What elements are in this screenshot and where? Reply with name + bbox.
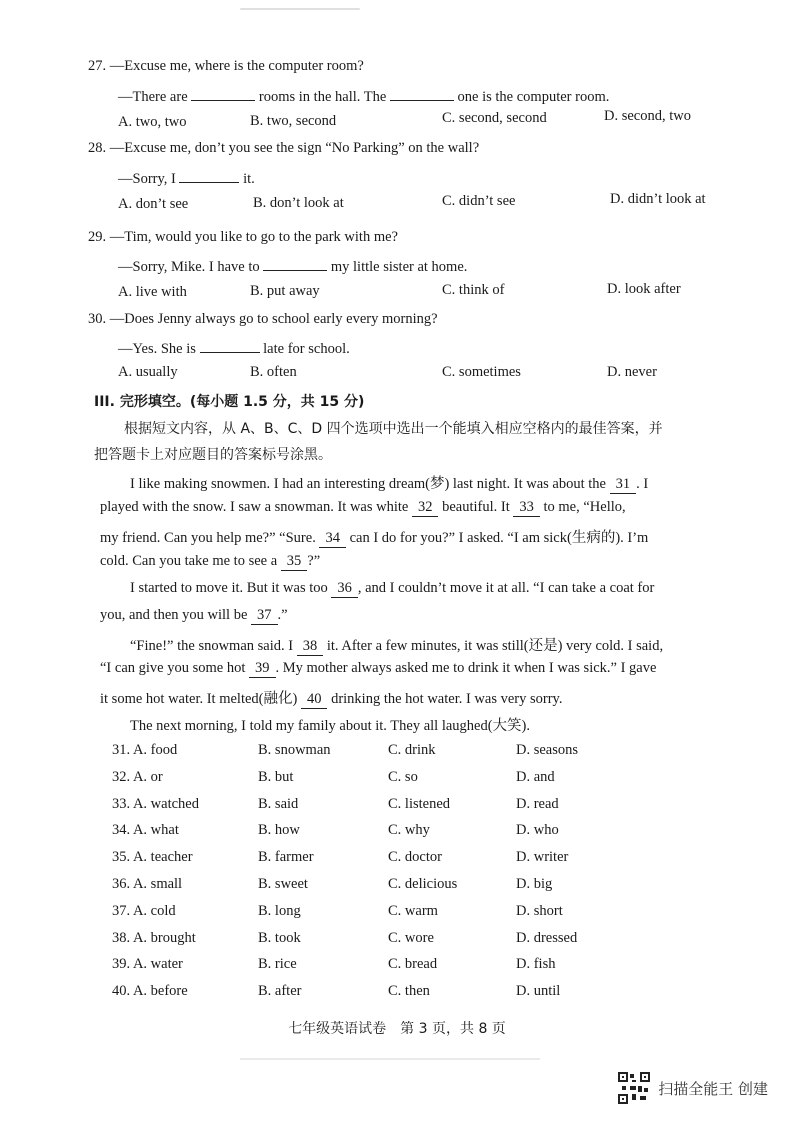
passage-line-10: The next morning, I told my family about it. They all laughed(大笑).	[130, 718, 531, 734]
scan-artifact-top	[240, 8, 360, 10]
q29-line2: —Sorry, Mike. I have to my little sister at home.	[118, 256, 467, 276]
answer-q34-option-b: B. how	[258, 822, 300, 839]
blank-37: 37	[251, 607, 278, 625]
scan-artifact-bottom	[240, 1058, 540, 1060]
qr-code-icon	[618, 1072, 650, 1104]
answer-q35-option-c: C. doctor	[388, 849, 442, 866]
q27-option-c: C. second, second	[442, 110, 547, 126]
answer-q39-option-a: 39. A. water	[112, 956, 183, 973]
blank-38: 38	[297, 638, 324, 656]
q30-option-a: A. usually	[118, 364, 178, 380]
answer-q35-option-a: 35. A. teacher	[112, 849, 193, 866]
answer-q37-option-a: 37. A. cold	[112, 902, 176, 919]
watermark-text: 扫描全能王 创建	[658, 1079, 768, 1098]
q27-line2: —There are rooms in the hall. The one is the computer room.	[118, 86, 609, 106]
passage-line-5: I started to move it. But it was too 36 , and I couldn’t move it at all. “I can take a coat for	[130, 580, 655, 596]
answer-q35-option-b: B. farmer	[258, 849, 314, 866]
blank-34: 34	[319, 530, 346, 548]
answer-q32-option-d: D. and	[516, 768, 555, 785]
answer-q34-option-c: C. why	[388, 822, 430, 839]
passage-line-3: my friend. Can you help me?” “Sure. 34 can I do for you?” I asked. “I am sick(生病的). I’m	[100, 530, 649, 546]
answer-q36-option-d: D. big	[516, 876, 553, 892]
q28-option-d: D. didn’t look at	[610, 191, 706, 207]
blank-35: 35	[281, 553, 308, 571]
answer-q34-option-a: 34. A. what	[112, 822, 179, 839]
answer-q37-option-b: B. long	[258, 902, 301, 919]
q27-option-d: D. second, two	[604, 108, 691, 124]
answer-q31-option-d: D. seasons	[516, 742, 579, 758]
q27-option-a: A. two, two	[118, 114, 187, 130]
blank-33: 33	[513, 499, 540, 517]
q28-line2: —Sorry, I it.	[118, 168, 255, 188]
blank-40: 40	[301, 691, 328, 709]
passage-line-2: played with the snow. I saw a snowman. It was white 32 beautiful. It 33 to me, “Hello,	[100, 499, 626, 515]
section-3-instructions-2: 把答题卡上对应题目的答案标号涂黑。	[94, 447, 332, 463]
answer-q33-option-b: B. said	[258, 795, 299, 812]
answer-q34-option-d: D. who	[516, 822, 559, 839]
q30-stem: 30. —Does Jenny always go to school early every morning?	[88, 311, 438, 327]
page-footer: 七年级英语试卷 第 3 页，共 8 页	[288, 1021, 506, 1037]
q28-option-b: B. don’t look at	[253, 195, 344, 211]
q28-option-a: A. don’t see	[118, 196, 189, 212]
answer-q31-option-c: C. drink	[388, 742, 436, 758]
answer-q40-option-c: C. then	[388, 983, 430, 1000]
answer-q31-option-b: B. snowman	[258, 742, 331, 758]
passage-line-8: “I can give you some hot 39 . My mother always asked me to drink it when I was sick.” I gave	[100, 660, 657, 676]
answer-q31-option-a: 31. A. food	[112, 742, 178, 758]
answer-q37-option-c: C. warm	[388, 902, 438, 919]
answer-q40-option-d: D. until	[516, 983, 561, 1000]
passage-line-7: “Fine!” the snowman said. I 38 it. After a few minutes, it was still(还是) very cold. I said,	[130, 638, 664, 654]
q30-option-c: C. sometimes	[442, 364, 521, 380]
q30-line2: —Yes. She is late for school.	[118, 338, 350, 358]
q29-option-d: D. look after	[607, 281, 681, 297]
q29-option-b: B. put away	[250, 283, 320, 299]
answer-q33-option-d: D. read	[516, 795, 559, 812]
answer-q39-option-c: C. bread	[388, 956, 438, 973]
q28-stem: 28. —Excuse me, don’t you see the sign “No Parking” on the wall?	[88, 140, 480, 156]
answer-q39-option-d: D. fish	[516, 956, 556, 973]
answer-q35-option-d: D. writer	[516, 849, 569, 866]
q30-option-d: D. never	[607, 364, 657, 380]
q29-stem: 29. —Tim, would you like to go to the park with me?	[88, 229, 398, 245]
answer-q32-option-a: 32. A. or	[112, 768, 163, 785]
answer-q38-option-b: B. took	[258, 929, 301, 946]
q29-option-a: A. live with	[118, 284, 187, 300]
blank-32: 32	[412, 499, 439, 517]
blank-36: 36	[331, 580, 358, 598]
passage-line-4: cold. Can you take me to see a 35 ?”	[100, 553, 321, 569]
answer-q32-option-b: B. but	[258, 768, 294, 785]
q27-stem: 27. —Excuse me, where is the computer room?	[88, 58, 364, 74]
scanner-watermark	[618, 1072, 768, 1104]
section-3-title: III. 完形填空。(每小题 1.5 分，共 15 分)	[94, 394, 365, 410]
blank-39: 39	[249, 660, 276, 678]
q29-option-c: C. think of	[442, 282, 505, 298]
passage-line-9: it some hot water. It melted(融化) 40 drinking the hot water. I was very sorry.	[100, 691, 563, 707]
answer-q40-option-a: 40. A. before	[112, 983, 188, 1000]
q30-option-b: B. often	[250, 364, 297, 380]
answer-q39-option-b: B. rice	[258, 956, 297, 973]
answer-q33-option-c: C. listened	[388, 795, 451, 812]
answer-q36-option-b: B. sweet	[258, 876, 308, 892]
answer-q38-option-c: C. wore	[388, 929, 434, 946]
answer-q33-option-a: 33. A. watched	[112, 795, 199, 812]
passage-line-6: you, and then you will be 37 .”	[100, 607, 288, 623]
answer-q38-option-a: 38. A. brought	[112, 929, 196, 946]
answer-q40-option-b: B. after	[258, 983, 302, 1000]
answer-q32-option-c: C. so	[388, 768, 418, 785]
answer-q38-option-d: D. dressed	[516, 929, 578, 946]
answer-q36-option-c: C. delicious	[388, 876, 458, 892]
section-3-instructions-1: 根据短文内容，从 A、B、C、D 四个选项中选出一个能填入相应空格内的最佳答案，并	[124, 421, 663, 437]
answer-q36-option-a: 36. A. small	[112, 876, 183, 892]
q27-option-b: B. two, second	[250, 113, 337, 129]
answer-q37-option-d: D. short	[516, 902, 563, 919]
passage-line-1: I like making snowmen. I had an interesting dream(梦) last night. It was about the 31 . I	[130, 476, 649, 492]
blank-31: 31	[610, 476, 637, 494]
q28-option-c: C. didn’t see	[442, 193, 516, 209]
